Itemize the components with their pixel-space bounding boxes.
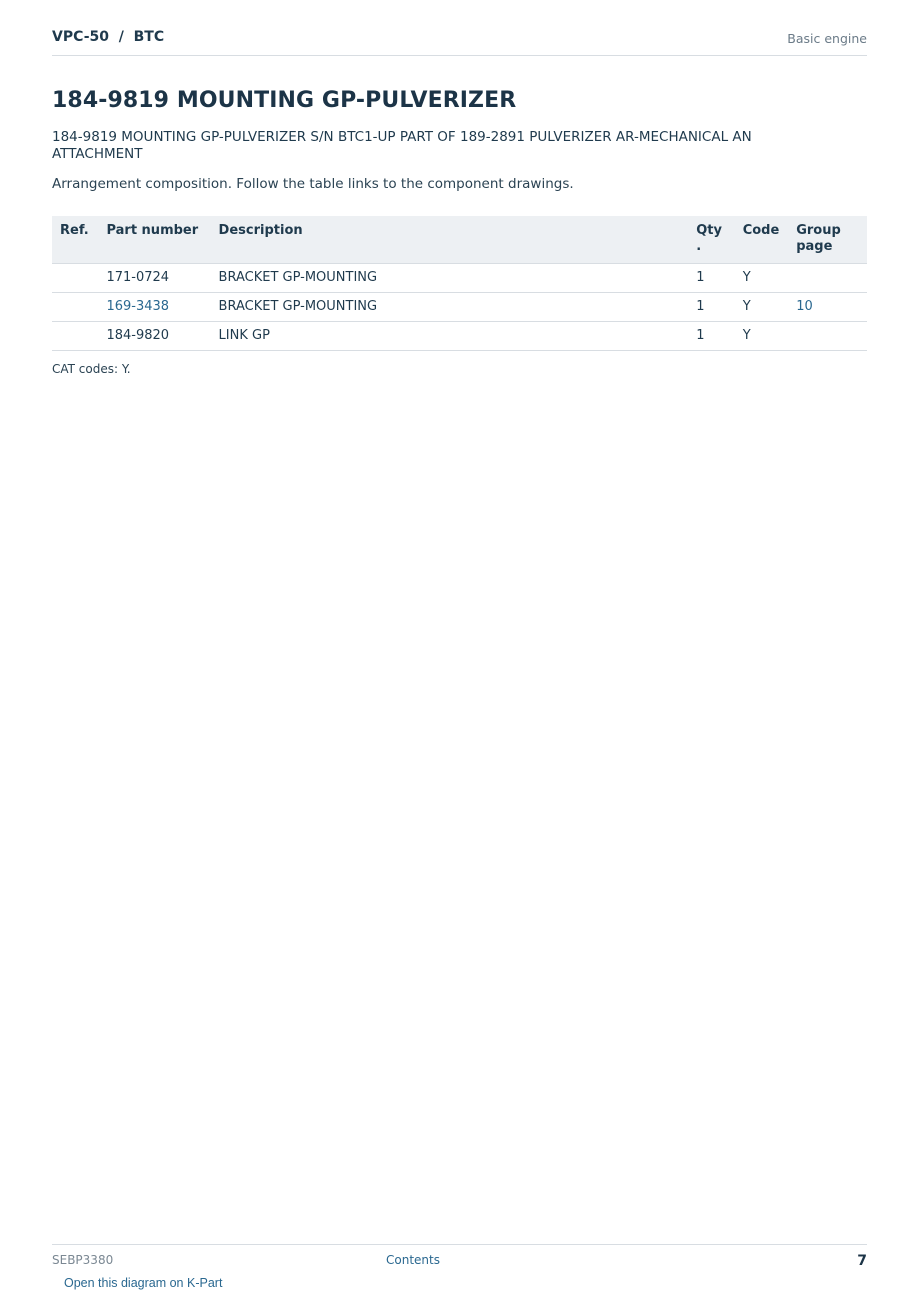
page-footer [52,1244,867,1275]
header-ref: Ref. [52,216,98,264]
header-group-line1: Group [796,223,841,238]
header-qty [688,216,734,264]
header-group-line2: page [796,239,833,254]
cell-ref [52,322,98,351]
cell-ref [52,293,98,322]
cell-description: BRACKET GP-MOUNTING [211,293,689,322]
cell-description: LINK GP [211,322,689,351]
cell-code: Y [735,322,789,351]
header-group-page [788,216,867,264]
intro-text: Arrangement composition. Follow the table links to the component drawings. [52,176,574,192]
cell-qty: 1 [688,264,734,293]
cell-qty: 1 [688,293,734,322]
header-description: Description [211,216,689,264]
parts-table [52,216,867,351]
group-page-link[interactable]: 10 [796,299,813,314]
cell-code: Y [735,264,789,293]
cell-qty: 1 [688,322,734,351]
header-qty-line1: Qty [696,223,722,238]
header-part-number: Part number [98,216,210,264]
cell-group-page [788,264,867,293]
page-number: 7 [857,1253,867,1269]
section-name: Basic engine [787,31,867,46]
kpart-link[interactable]: Open this diagram on K-Part [64,1276,223,1290]
page-title: 184-9819 MOUNTING GP-PULVERIZER [52,88,517,113]
table-row [52,322,867,351]
cell-group-page [788,322,867,351]
part-number-link[interactable]: 169-3438 [106,299,170,314]
page-header [52,28,867,56]
contents-link[interactable]: Contents [386,1253,440,1267]
table-row [52,264,867,293]
header-code: Code [735,216,789,264]
document-reference: VPC-50 / BTC [52,29,165,45]
cell-description: BRACKET GP-MOUNTING [211,264,689,293]
cell-part-number: 171-0724 [98,264,210,293]
assembly-description: 184-9819 MOUNTING GP-PULVERIZER S/N BTC1-UP PART OF 189-2891 PULVERIZER AR-MECHANICAL AN ATTACHMENT [52,129,752,162]
cell-part-number: 184-9820 [98,322,210,351]
table-row [52,293,867,322]
document-id: SEBP3380 [52,1253,114,1267]
header-qty-line2: . [696,239,702,254]
cell-code: Y [735,293,789,322]
cell-part-number [98,293,210,322]
cat-codes-note: CAT codes: Y. [52,362,131,376]
cell-group-page [788,293,867,322]
table-header-row [52,216,867,264]
cell-ref [52,264,98,293]
